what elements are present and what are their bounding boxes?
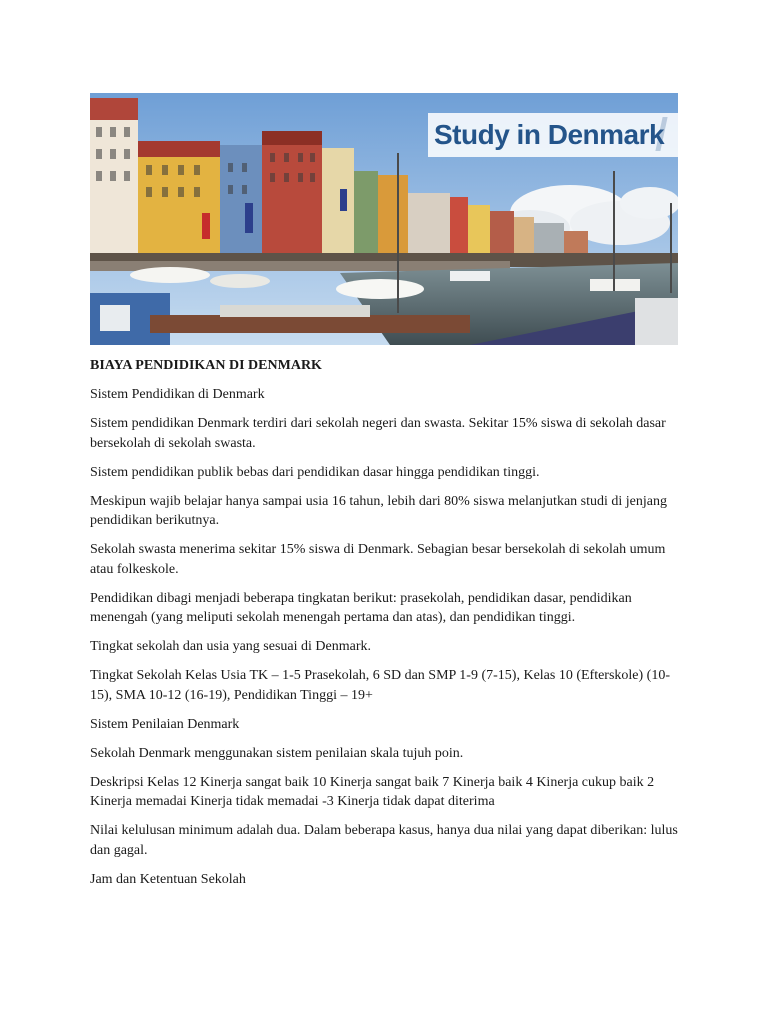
paragraph: Sistem pendidikan publik bebas dari pendidikan dasar hingga pendidikan tinggi. — [90, 464, 540, 480]
banner-title: Study in Denmark — [434, 119, 665, 150]
paragraph: Deskripsi Kelas 12 Kinerja sangat baik 10 Kinerja sangat baik 7 Kinerja baik 4 Kinerja cukup baik 2 Kinerja memadai Kinerja tidak memadai -3 Kinerja tidak dapat diterima — [90, 774, 655, 809]
header-photo — [90, 93, 678, 345]
paragraph: Nilai kelulusan minimum adalah dua. Dalam beberapa kasus, hanya dua nilai yang dapat diberikan: lulus dan gagal. — [90, 823, 678, 858]
paragraph: Jam dan Ketentuan Sekolah — [90, 871, 246, 887]
paragraph: Sekolah swasta menerima sekitar 15% siswa di Denmark. Sebagian besar bersekolah di sekolah umum atau folkeskole. — [90, 542, 666, 577]
document-heading: BIAYA PENDIDIKAN DI DENMARK — [90, 358, 322, 373]
paragraph: Meskipun wajib belajar hanya sampai usia 16 tahun, lebih dari 80% siswa melanjutkan studi di jenjang pendidikan berikutnya. — [90, 493, 667, 528]
paragraph: Pendidikan dibagi menjadi beberapa tingkatan berikut: prasekolah, pendidikan dasar, pendidikan menengah (yang meliputi sekolah menengah pertama dan atas), dan pendidikan tinggi. — [90, 590, 632, 625]
paragraph: Sistem pendidikan Denmark terdiri dari sekolah negeri dan swasta. Sekitar 15% siswa di sekolah dasar bersekolah di sekolah swasta. — [90, 416, 666, 451]
paragraph: Tingkat sekolah dan usia yang sesuai di Denmark. — [90, 639, 371, 654]
study-in-denmark-banner — [428, 113, 678, 157]
paragraph: Sistem Penilaian Denmark — [90, 716, 240, 732]
paragraph: Sistem Pendidikan di Denmark — [90, 387, 265, 402]
document-body — [90, 356, 680, 899]
paragraph: Sekolah Denmark menggunakan sistem penilaian skala tujuh poin. — [90, 745, 464, 761]
paragraph: Tingkat Sekolah Kelas Usia TK – 1-5 Prasekolah, 6 SD dan SMP 1-9 (7-15), Kelas 10 (Efterskole) (10-15), SMA 10-12 (16-19), Pendidikan Tinggi – 19+ — [90, 668, 671, 703]
